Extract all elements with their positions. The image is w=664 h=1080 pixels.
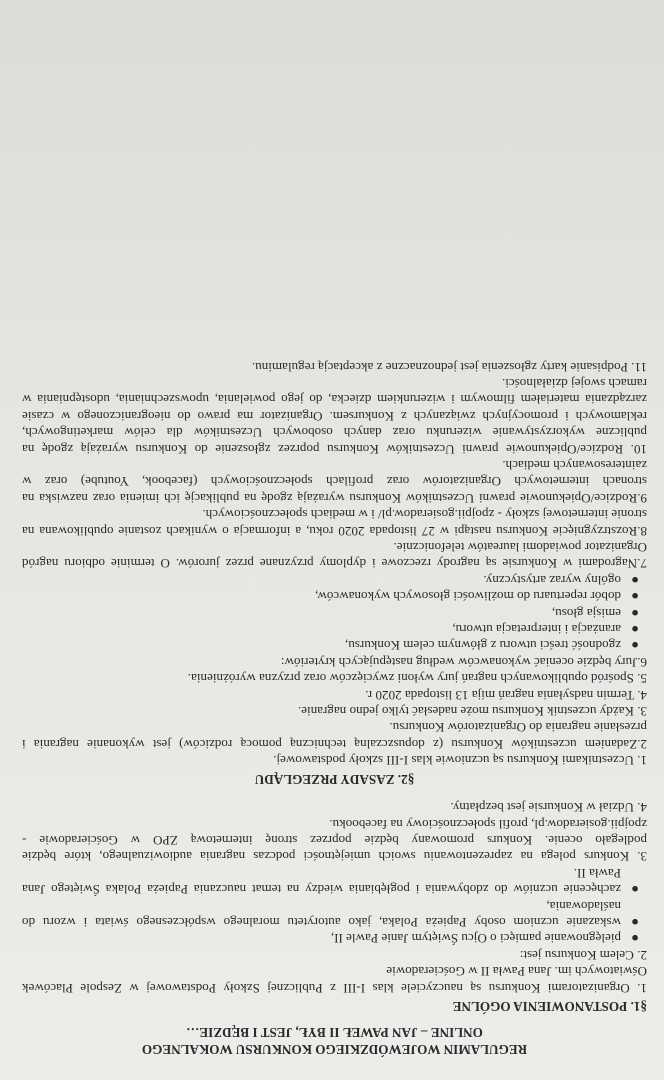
list-item: ● dobór repertuaru do możliwości głosowych wykonawców, [314,589,639,605]
bullet-icon: ● [631,638,639,654]
section-2-point-3: 3. Każdy uczestnik Konkursu może nadesłać tylko jedno nagranie. [297,704,647,720]
section-2-point-8: 8.Rozstrzygnięcie Konkursu nastąpi w 27 listopada 2020 roku, a informacja o wynikach zostanie opublikowana na stronie internetowej szkoły - zpojpii.gosieradow.pl/ i w mediach społecznościowych. [22,507,647,539]
section-2-point-9: 9.Rodzice/Opiekunowie prawni Uczestników Konkursu wyrażają zgodę na publikację ich imienia oraz nazwiska na stronach internetowych Organizatorów oraz profilach społecznościowych (facebook, Youtube) oraz w zainteresowanych mediach. [22,458,647,506]
regulation-document [22,22,647,1058]
section-1-point-2: 2. Celem Konkursu jest: [519,947,647,963]
list-item: ● ogólny wyraz artystyczny. [483,572,639,588]
bullet-icon: ● [631,931,639,947]
list-item: ● aranżacja i interpretacja utworu, [452,622,639,638]
document-title-line-2: ONLINE – JAN PAWEŁ II BYŁ, JEST I BĘDZIE… [186,1025,483,1040]
section-1-point-1: 1. Organizatorami Konkursu są nauczyciele klas I-III z Publicznej Szkoły Podstawowej w Zespole Placówek Oświatowych im. Jana Pawła II w Gościeradowie [22,964,647,996]
section-2-criteria-list [22,571,647,653]
list-item: ● wskazanie uczniom osoby Papieża Polaka, jako autorytetu moralnego współczesnego świata i wzoru do naśladowania, [22,898,639,930]
section-1-goals-list [22,864,647,946]
section-2-point-11: 11. Podpisanie karty zgłoszenia jest jednoznaczne z akceptacją regulaminu. [251,359,647,375]
section-2-point-6: 6.Jury będzie oceniać wykonawców według następujących kryteriów: [280,654,647,670]
section-1-point-3: 3. Konkurs polega na zaprezentowaniu swoich umiejętności podczas nagrania audiowizualnego, które będzie podlegało ocenie. Konkurs promowany będzie poprzez stronę internetową ZPO w Gościeradowie - zpojpii.gosieradow.pl, profil społecznościowy na facebooku. [22,816,647,865]
document-title-line-1: REGULAMIN WOJEWÓDZKIEGO KONKURSU WOKALNEGO [141,1042,528,1057]
section-2-heading: §2. ZASADY PRZEGLĄDU [254,771,415,787]
list-item: ● pielęgnowanie pamięci o Ojcu Świętym Janie Pawle II, [330,931,639,947]
section-2-point-4: 4. Termin nadsyłania nagrań mija 13 listopada 2020 r. [365,687,647,703]
bullet-icon: ● [631,589,639,605]
section-1-heading: §1. POSTANOWIENIA OGÓLNE [452,999,647,1014]
section-2-point-5: 5. Spośród opublikowanych nagrań jury wyłoni zwycięzców oraz przyzna wyróżnienia. [187,671,647,687]
bullet-icon: ● [631,622,639,638]
list-item: ● zachęcenie uczniów do zdobywania i pogłębiania wiedzy na temat nauczania Papieża Polaka Świętego Jana Pawła II. [22,865,639,898]
bullet-icon: ● [631,605,639,621]
bullet-icon: ● [631,914,639,930]
section-1-point-4: 4. Udział w Konkursie jest bezpłatny. [450,800,647,816]
section-2-point-10: 10. Rodzice/Opiekunowie prawni Uczestników Konkursu poprzez zgłoszenie do Konkursu wyrażają zgodę na publiczne wykorzystywanie wizerunku oraz danych osobowych Uczestników dla celów marketingowych, reklamowych i promocyjnych związanych z Konkursem. Organizator ma prawo do nieograniczonego w czasie zarządzania materiałem filmowym i wizerunkiem dziecka, do jego powielania, upowszechniania, udostępniania w ramach swojej działalności. [22,375,647,457]
list-item: ● zgodność treści utworu z głównym celem Konkursu, [345,638,639,654]
bullet-icon: ● [631,572,639,588]
list-item: ● emisja głosu, [551,605,639,621]
bullet-icon: ● [631,882,639,898]
section-2-point-1: 1. Uczestnikami Konkursu są uczniowie klas I-III szkoły podstawowej. [273,753,647,769]
section-2-point-2: 2.Zadaniem uczestników Konkursu (z dopuszczalną techniczną pomocą rodziców) jest wykonanie nagrania i przesłanie nagrania do Organizatorów Konkursu. [22,720,647,752]
section-2-point-7: 7.Nagrodami w Konkursie są nagrody rzeczowe i dyplomy przyznane przez jurorów. O terminie odbioru nagród Organizator powiadomi laureatów telefonicznie. [22,540,647,572]
